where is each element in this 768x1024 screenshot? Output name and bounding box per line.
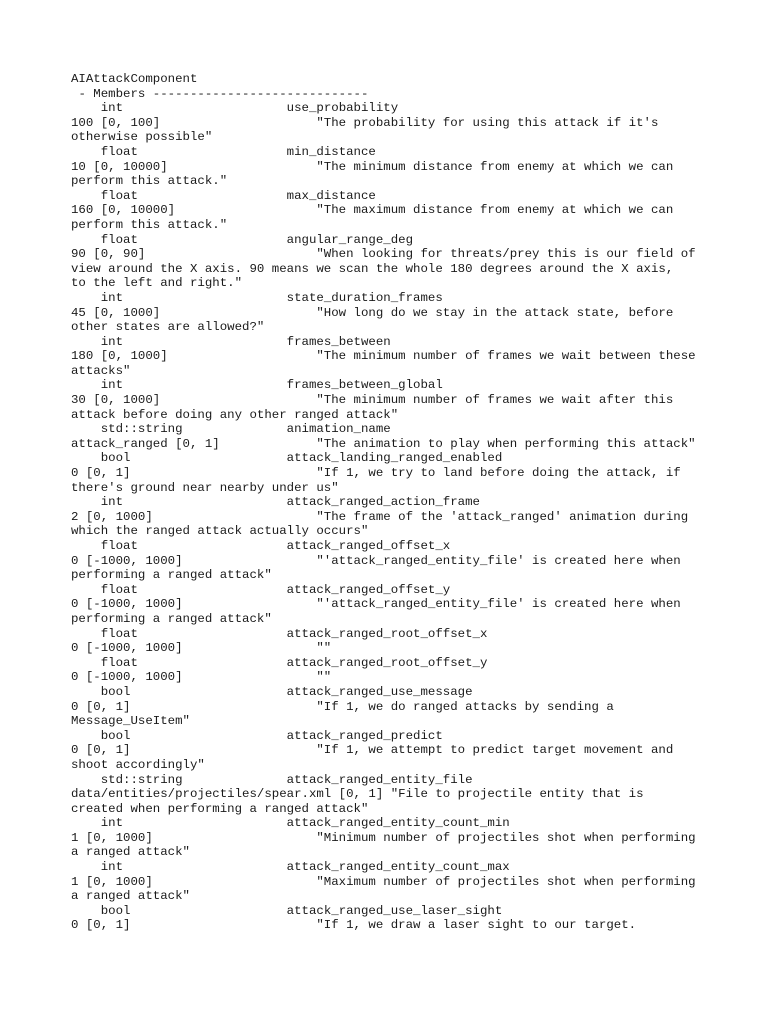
text-line: performing a ranged attack"	[71, 568, 272, 583]
text-line: 30 [0, 1000] "The minimum number of frames we wait after this	[71, 393, 674, 408]
text-line: other states are allowed?"	[71, 320, 265, 335]
text-line: to the left and right."	[71, 276, 243, 291]
text-line: 160 [0, 10000] "The maximum distance from enemy at which we can	[71, 203, 674, 218]
text-line: attacks"	[71, 363, 131, 378]
text-line: 10 [0, 10000] "The minimum distance from enemy at which we can	[71, 159, 674, 174]
text-line: 180 [0, 1000] "The minimum number of frames we wait between these	[71, 349, 696, 364]
text-line: 0 [0, 1] "If 1, we draw a laser sight to our target.	[71, 918, 637, 933]
text-line: int attack_ranged_action_frame	[71, 495, 480, 510]
text-line: int frames_between	[71, 334, 391, 349]
text-line: shoot accordingly"	[71, 757, 205, 772]
text-line: 0 [0, 1] "If 1, we attempt to predict target movement and	[71, 743, 674, 758]
text-line: float attack_ranged_offset_y	[71, 582, 451, 597]
text-line: AIAttackComponent	[71, 72, 198, 86]
text-line: otherwise possible"	[71, 130, 213, 145]
text-line: float min_distance	[71, 144, 376, 159]
text-line: a ranged attack"	[71, 889, 190, 904]
text-line: 0 [-1000, 1000] "'attack_ranged_entity_file' is created here when	[71, 597, 681, 612]
text-line: bool attack_landing_ranged_enabled	[71, 451, 503, 466]
text-line: data/entities/projectiles/spear.xml [0, 1] "File to projectile entity that is	[71, 787, 644, 802]
text-line: 90 [0, 90] "When looking for threats/prey this is our field of	[71, 247, 696, 262]
text-line: 0 [-1000, 1000] ""	[71, 641, 332, 656]
text-line: 0 [0, 1] "If 1, we try to land before doing the attack, if	[71, 466, 681, 481]
text-line: float attack_ranged_root_offset_y	[71, 655, 488, 670]
text-line: a ranged attack"	[71, 845, 190, 860]
text-line: view around the X axis. 90 means we scan the whole 180 degrees around the X axis,	[71, 261, 674, 276]
text-line: std::string attack_ranged_entity_file	[71, 772, 473, 787]
text-line: attack before doing any other ranged attack"	[71, 407, 399, 422]
text-line: bool attack_ranged_use_laser_sight	[71, 903, 503, 918]
text-line: float attack_ranged_offset_x	[71, 539, 451, 553]
text-line: float max_distance	[71, 188, 376, 203]
text-line: attack_ranged [0, 1] "The animation to play when performing this attack"	[71, 436, 696, 451]
text-line: 0 [-1000, 1000] "'attack_ranged_entity_file' is created here when	[71, 553, 681, 568]
text-line: float angular_range_deg	[71, 232, 414, 247]
text-line: int frames_between_global	[71, 378, 443, 393]
text-line: - Members -----------------------------	[71, 86, 369, 101]
text-line: std::string animation_name	[71, 422, 391, 437]
text-line: int attack_ranged_entity_count_max	[71, 860, 510, 875]
text-line: performing a ranged attack"	[71, 611, 272, 626]
text-line: int state_duration_frames	[71, 290, 443, 305]
text-line: perform this attack."	[71, 217, 228, 232]
text-line: 1 [0, 1000] "Maximum number of projectiles shot when performing	[71, 874, 696, 889]
text-line: 100 [0, 100] "The probability for using this attack if it's	[71, 115, 659, 130]
text-line: float attack_ranged_root_offset_x	[71, 626, 488, 641]
text-line: 0 [-1000, 1000] ""	[71, 670, 332, 685]
text-line: created when performing a ranged attack"	[71, 801, 369, 816]
text-line: 45 [0, 1000] "How long do we stay in the attack state, before	[71, 305, 674, 320]
text-line: which the ranged attack actually occurs"	[71, 524, 369, 539]
document-text	[71, 72, 711, 933]
text-line: bool attack_ranged_use_message	[71, 684, 473, 699]
text-line: int attack_ranged_entity_count_min	[71, 816, 510, 831]
text-line: Message_UseItem"	[71, 714, 190, 729]
text-line: int use_probability	[71, 101, 399, 116]
text-line: 1 [0, 1000] "Minimum number of projectiles shot when performing	[71, 830, 696, 845]
text-line: 2 [0, 1000] "The frame of the 'attack_ranged' animation during	[71, 509, 689, 524]
text-line: 0 [0, 1] "If 1, we do ranged attacks by sending a	[71, 699, 614, 714]
text-line: there's ground near nearby under us"	[71, 480, 339, 495]
text-line: perform this attack."	[71, 174, 228, 189]
text-line: bool attack_ranged_predict	[71, 728, 443, 743]
